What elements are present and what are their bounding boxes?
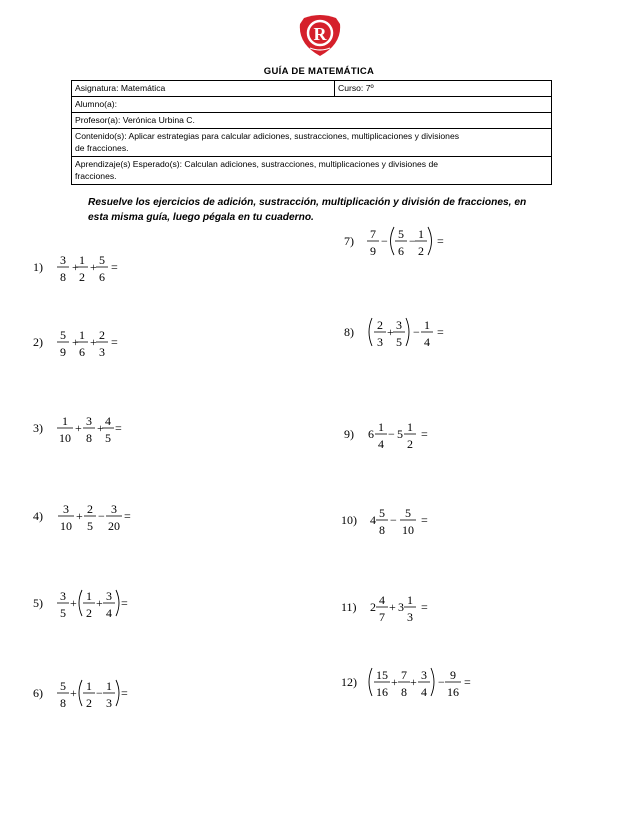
numerator: 5 — [99, 253, 105, 267]
numerator: 1 — [418, 227, 424, 241]
operator: = — [421, 600, 428, 614]
denominator: 5 — [105, 431, 111, 445]
denominator: 8 — [401, 685, 407, 699]
numerator: 5 — [398, 227, 404, 241]
denominator: 6 — [79, 345, 85, 359]
numerator: 3 — [60, 589, 66, 603]
exercise-label: 12) — [341, 675, 357, 689]
operator: = — [121, 686, 128, 700]
exercise-label: 3) — [33, 421, 43, 435]
exercise-6 — [33, 679, 128, 710]
operator: + — [70, 686, 77, 700]
operator: − — [438, 675, 445, 689]
whole-number: 6 — [368, 427, 374, 441]
learning-line-1: Aprendizaje(s) Esperado(s): Calculan adiciones, sustracciones, multiplicaciones y divisiones de — [75, 159, 439, 169]
grade-cell: Curso: 7º — [335, 81, 552, 97]
learning-line-2: fracciones. — [75, 171, 117, 181]
numerator: 5 — [379, 506, 385, 520]
numerator: 2 — [99, 328, 105, 342]
operator: = — [124, 509, 131, 523]
operator: = — [464, 675, 471, 689]
exercise-label: 10) — [341, 513, 357, 527]
crest-letter: R — [313, 24, 327, 44]
denominator: 10 — [402, 523, 414, 537]
numerator: 7 — [370, 227, 376, 241]
numerator: 1 — [424, 318, 430, 332]
operator: − — [409, 234, 416, 248]
exercise-7 — [344, 227, 444, 258]
exercise-label: 9) — [344, 427, 354, 441]
operator: = — [115, 421, 122, 435]
numerator: 1 — [407, 593, 413, 607]
numerator: 3 — [60, 253, 66, 267]
whole-number: 5 — [397, 427, 403, 441]
denominator: 20 — [108, 519, 120, 533]
page-title: GUÍA DE MATEMÁTICA — [263, 66, 375, 77]
numerator: 3 — [421, 668, 427, 682]
exercise-3 — [33, 414, 122, 445]
info-table — [71, 80, 552, 185]
numerator: 5 — [405, 506, 411, 520]
denominator: 9 — [60, 345, 66, 359]
numerator: 1 — [79, 328, 85, 342]
exercise-11 — [341, 593, 428, 624]
operator: − — [96, 686, 103, 700]
denominator: 8 — [86, 431, 92, 445]
whole-number: 3 — [398, 600, 404, 614]
numerator: 5 — [60, 328, 66, 342]
numerator: 1 — [378, 420, 384, 434]
whole-number: 2 — [370, 600, 376, 614]
operator: = — [121, 596, 128, 610]
exercise-12 — [341, 668, 471, 699]
denominator: 6 — [398, 244, 404, 258]
learning-cell — [72, 157, 552, 185]
operator: + — [72, 260, 79, 274]
content-line-1: Contenido(s): Aplicar estrategias para calcular adiciones, sustracciones, multiplicaciones y divisiones — [75, 131, 460, 141]
operator: + — [76, 509, 83, 523]
numerator: 3 — [396, 318, 402, 332]
exercise-label: 5) — [33, 596, 43, 610]
student-cell: Alumno(a): — [72, 97, 552, 113]
numerator: 1 — [86, 589, 92, 603]
numerator: 2 — [377, 318, 383, 332]
denominator: 10 — [59, 431, 71, 445]
operator: = — [111, 260, 118, 274]
subject-cell: Asignatura: Matemática — [72, 81, 335, 97]
numerator: 1 — [86, 679, 92, 693]
exercise-label: 1) — [33, 260, 43, 274]
denominator: 10 — [60, 519, 72, 533]
numerator: 3 — [86, 414, 92, 428]
operator: + — [391, 675, 398, 689]
denominator: 7 — [379, 610, 385, 624]
numerator: 3 — [106, 589, 112, 603]
instructions-line-2: esta misma guía, luego pégala en tu cuaderno. — [88, 212, 314, 223]
denominator: 8 — [60, 270, 66, 284]
numerator: 1 — [106, 679, 112, 693]
operator: − — [381, 234, 388, 248]
denominator: 2 — [86, 606, 92, 620]
denominator: 5 — [60, 606, 66, 620]
exercise-1 — [33, 253, 118, 284]
denominator: 3 — [106, 696, 112, 710]
instructions-line-1: Resuelve los ejercicios de adición, sustracción, multiplicación y división de fracciones, en — [88, 197, 527, 208]
content-line-2: de fracciones. — [75, 143, 129, 153]
exercise-9 — [344, 420, 428, 451]
exercise-label: 6) — [33, 686, 43, 700]
denominator: 4 — [378, 437, 384, 451]
exercise-8 — [344, 318, 444, 349]
numerator: 1 — [407, 420, 413, 434]
exercise-2 — [33, 328, 118, 359]
numerator: 5 — [60, 679, 66, 693]
operator: − — [390, 513, 397, 527]
instructions — [88, 195, 558, 225]
numerator: 1 — [62, 414, 68, 428]
operator: = — [421, 513, 428, 527]
denominator: 4 — [424, 335, 430, 349]
teacher-cell: Profesor(a): Verónica Urbina C. — [72, 113, 552, 129]
denominator: 16 — [376, 685, 388, 699]
operator: − — [388, 427, 395, 441]
operator: + — [387, 325, 394, 339]
exercise-10 — [341, 506, 428, 537]
exercise-label: 4) — [33, 509, 43, 523]
operator: − — [98, 509, 105, 523]
denominator: 5 — [396, 335, 402, 349]
numerator: 9 — [450, 668, 456, 682]
exercise-label: 2) — [33, 335, 43, 349]
operator: + — [90, 260, 97, 274]
operator: = — [437, 234, 444, 248]
denominator: 9 — [370, 244, 376, 258]
whole-number: 4 — [370, 513, 376, 527]
denominator: 4 — [421, 685, 427, 699]
denominator: 16 — [447, 685, 459, 699]
numerator: 4 — [105, 414, 111, 428]
numerator: 15 — [376, 668, 388, 682]
operator: + — [90, 335, 97, 349]
numerator: 2 — [87, 502, 93, 516]
operator: + — [72, 335, 79, 349]
operator: + — [389, 600, 396, 614]
operator: + — [75, 421, 82, 435]
denominator: 2 — [418, 244, 424, 258]
denominator: 2 — [79, 270, 85, 284]
numerator: 3 — [111, 502, 117, 516]
numerator: 1 — [79, 253, 85, 267]
operator: + — [70, 596, 77, 610]
exercise-label: 8) — [344, 325, 354, 339]
denominator: 5 — [87, 519, 93, 533]
operator: = — [437, 325, 444, 339]
operator: + — [410, 675, 417, 689]
exercise-label: 11) — [341, 600, 357, 614]
operator: − — [413, 325, 420, 339]
denominator: 2 — [86, 696, 92, 710]
operator: = — [111, 335, 118, 349]
exercise-label: 7) — [344, 234, 354, 248]
content-cell — [72, 129, 552, 157]
denominator: 2 — [407, 437, 413, 451]
denominator: 3 — [377, 335, 383, 349]
exercise-4 — [33, 502, 131, 533]
denominator: 8 — [60, 696, 66, 710]
operator: + — [96, 596, 103, 610]
numerator: 4 — [379, 593, 385, 607]
school-crest-logo — [296, 14, 344, 58]
denominator: 8 — [379, 523, 385, 537]
denominator: 4 — [106, 606, 112, 620]
numerator: 7 — [401, 668, 407, 682]
operator: = — [421, 427, 428, 441]
denominator: 3 — [407, 610, 413, 624]
denominator: 3 — [99, 345, 105, 359]
operator: + — [97, 421, 104, 435]
denominator: 6 — [99, 270, 105, 284]
exercise-5 — [33, 589, 128, 620]
numerator: 3 — [63, 502, 69, 516]
